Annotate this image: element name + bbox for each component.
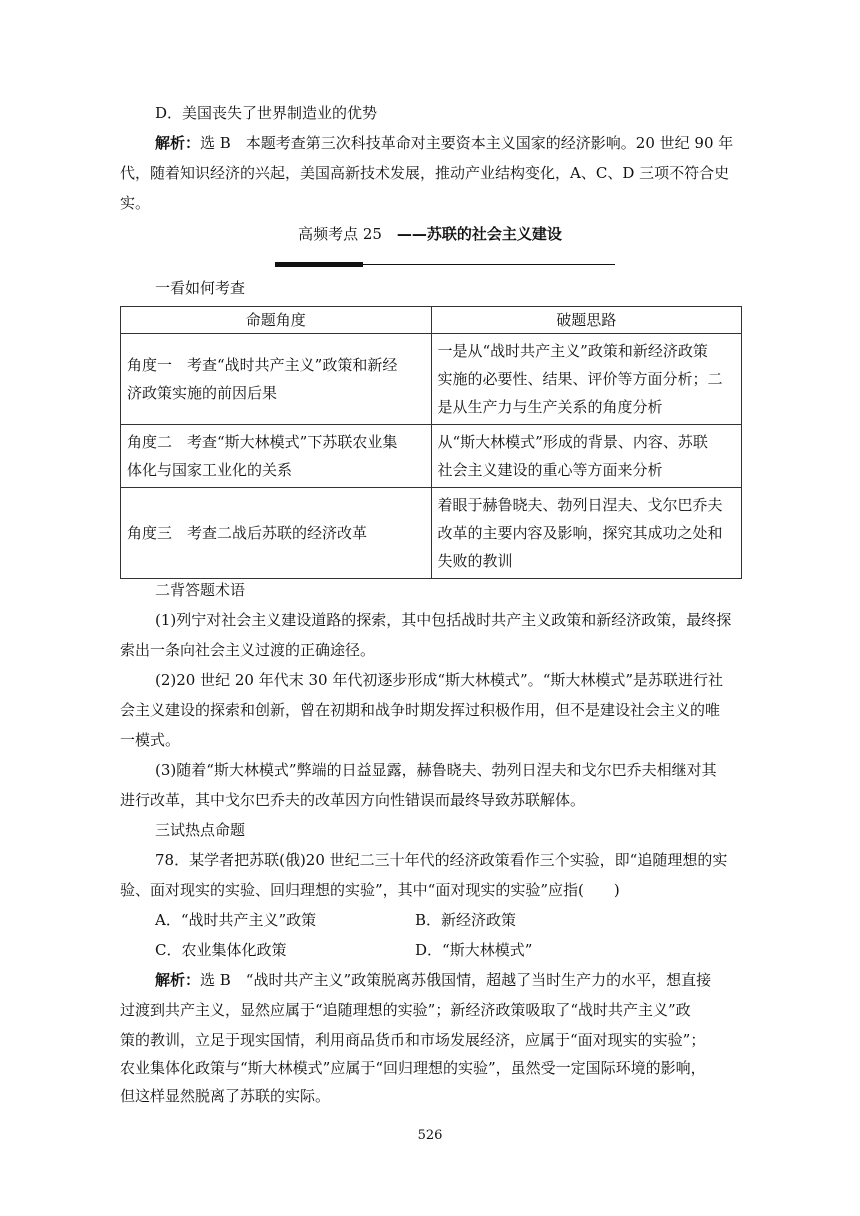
table-header: 破题思路 <box>431 307 742 334</box>
table-header-row <box>121 307 742 334</box>
answer-analysis: 但这样显然脱离了苏联的实际。 <box>120 1087 331 1105</box>
option-d: D．“斯大林模式” <box>415 941 533 959</box>
analysis-text: 选 B 本题考查第三次科技革命对主要资本主义国家的经济影响。20 世纪 90 年 <box>200 134 734 152</box>
table-cell-angle <box>121 425 432 488</box>
question-stem: 验、面对现实的实验、回归理想的实验”，其中“面对现实的实验”应指( ) <box>120 881 620 899</box>
cell-line: 从“斯大林模式”形成的背景、内容、苏联 <box>437 433 708 451</box>
option-d: D．美国丧失了世界制造业的优势 <box>155 104 378 122</box>
cell-line: 一是从“战时共产主义”政策和新经济政策 <box>437 342 708 360</box>
cell-line: 失败的教训 <box>437 552 513 570</box>
analysis-label: 解析： <box>155 134 201 152</box>
section-prefix: 高频考点 25 <box>298 225 397 243</box>
cell-line: 角度一 考查“战时共产主义”政策和新经 <box>127 356 398 374</box>
table-cell-method <box>431 488 742 579</box>
analysis-line: 代，随着知识经济的兴起，美国高新技术发展，推动产业结构变化，A、C、D 三项不符合史 <box>120 164 730 182</box>
analysis-text: 选 B “战时共产主义”政策脱离苏俄国情，超越了当时生产力的水平，想直接 <box>200 971 712 989</box>
table-cell-angle <box>121 334 432 425</box>
term-paragraph-2: 一模式。 <box>120 731 181 749</box>
cell-line: 是从生产力与生产关系的角度分析 <box>437 398 663 416</box>
page-number: 526 <box>417 1128 443 1143</box>
cell-line: 济政策实施的前因后果 <box>127 384 278 402</box>
table-row <box>121 425 742 488</box>
cell-line: 角度三 考查二战后苏联的经济改革 <box>127 524 368 542</box>
answer-analysis: 策的教训，立足于现实国情，利用商品货币和市场发展经济，应属于“面对现实的实验”； <box>120 1031 706 1049</box>
answer-analysis: 农业集体化政策与“斯大林模式”应属于“回归理想的实验”，虽然受一定国际环境的影响， <box>120 1059 706 1077</box>
analysis-line: 实。 <box>120 194 151 212</box>
heading-rule-accent <box>275 262 363 267</box>
analysis-label: 解析： <box>155 971 201 989</box>
cell-line: 实施的必要性、结果、评价等方面分析；二 <box>437 370 723 388</box>
part3-title: 三试热点命题 <box>155 821 246 839</box>
term-paragraph-1: 索出一条向社会主义过渡的正确途径。 <box>120 641 376 659</box>
cell-line: 角度二 考查“斯大林模式”下苏联农业集 <box>127 433 398 451</box>
table-cell-angle <box>121 488 432 579</box>
answer-analysis: 过渡到共产主义，显然应属于“追随理想的实验”；新经济政策吸取了“战时共产主义”政 <box>120 1001 691 1019</box>
table-cell-method <box>431 334 742 425</box>
term-paragraph-2: 会主义建设的探索和创新，曾在初期和战争时期发挥过积极作用，但不是建设社会主义的唯 <box>120 701 721 719</box>
option-c: C．农业集体化政策 <box>155 941 287 959</box>
table-row <box>121 488 742 579</box>
table-row <box>121 334 742 425</box>
option-b: B．新经济政策 <box>415 911 517 929</box>
section-heading <box>0 223 860 244</box>
section-title: ——苏联的社会主义建设 <box>396 225 562 243</box>
question-stem: 78．某学者把苏联(俄)20 世纪二三十年代的经济政策看作三个实验，即“追随理想的实 <box>155 851 728 869</box>
term-paragraph-1: (1)列宁对社会主义建设道路的探索，其中包括战时共产主义政策和新经济政策，最终探 <box>155 611 732 629</box>
option-a: A．“战时共产主义”政策 <box>155 911 317 929</box>
term-paragraph-2: (2)20 世纪 20 年代末 30 年代初逐步形成“斯大林模式”。“斯大林模式”是苏联进行社 <box>155 671 724 689</box>
answer-analysis <box>155 970 740 990</box>
cell-line: 着眼于赫鲁晓夫、勃列日涅夫、戈尔巴乔夫 <box>437 496 723 514</box>
term-paragraph-3: (3)随着“斯大林模式”弊端的日益显露，赫鲁晓夫、勃列日涅夫和戈尔巴乔夫相继对其 <box>155 761 717 779</box>
cell-line: 体化与国家工业化的关系 <box>127 461 293 479</box>
part1-title: 一看如何考查 <box>155 279 246 297</box>
table-cell-method <box>431 425 742 488</box>
part2-title: 二背答题术语 <box>155 581 246 599</box>
cell-line: 改革的主要内容及影响，探究其成功之处和 <box>437 524 723 542</box>
table-header: 命题角度 <box>121 307 432 334</box>
cell-line: 社会主义建设的重心等方面来分析 <box>437 461 663 479</box>
analysis-line <box>155 133 740 153</box>
term-paragraph-3: 进行改革，其中戈尔巴乔夫的改革因方向性错误而最终导致苏联解体。 <box>120 791 586 809</box>
exam-angle-table <box>120 306 742 579</box>
